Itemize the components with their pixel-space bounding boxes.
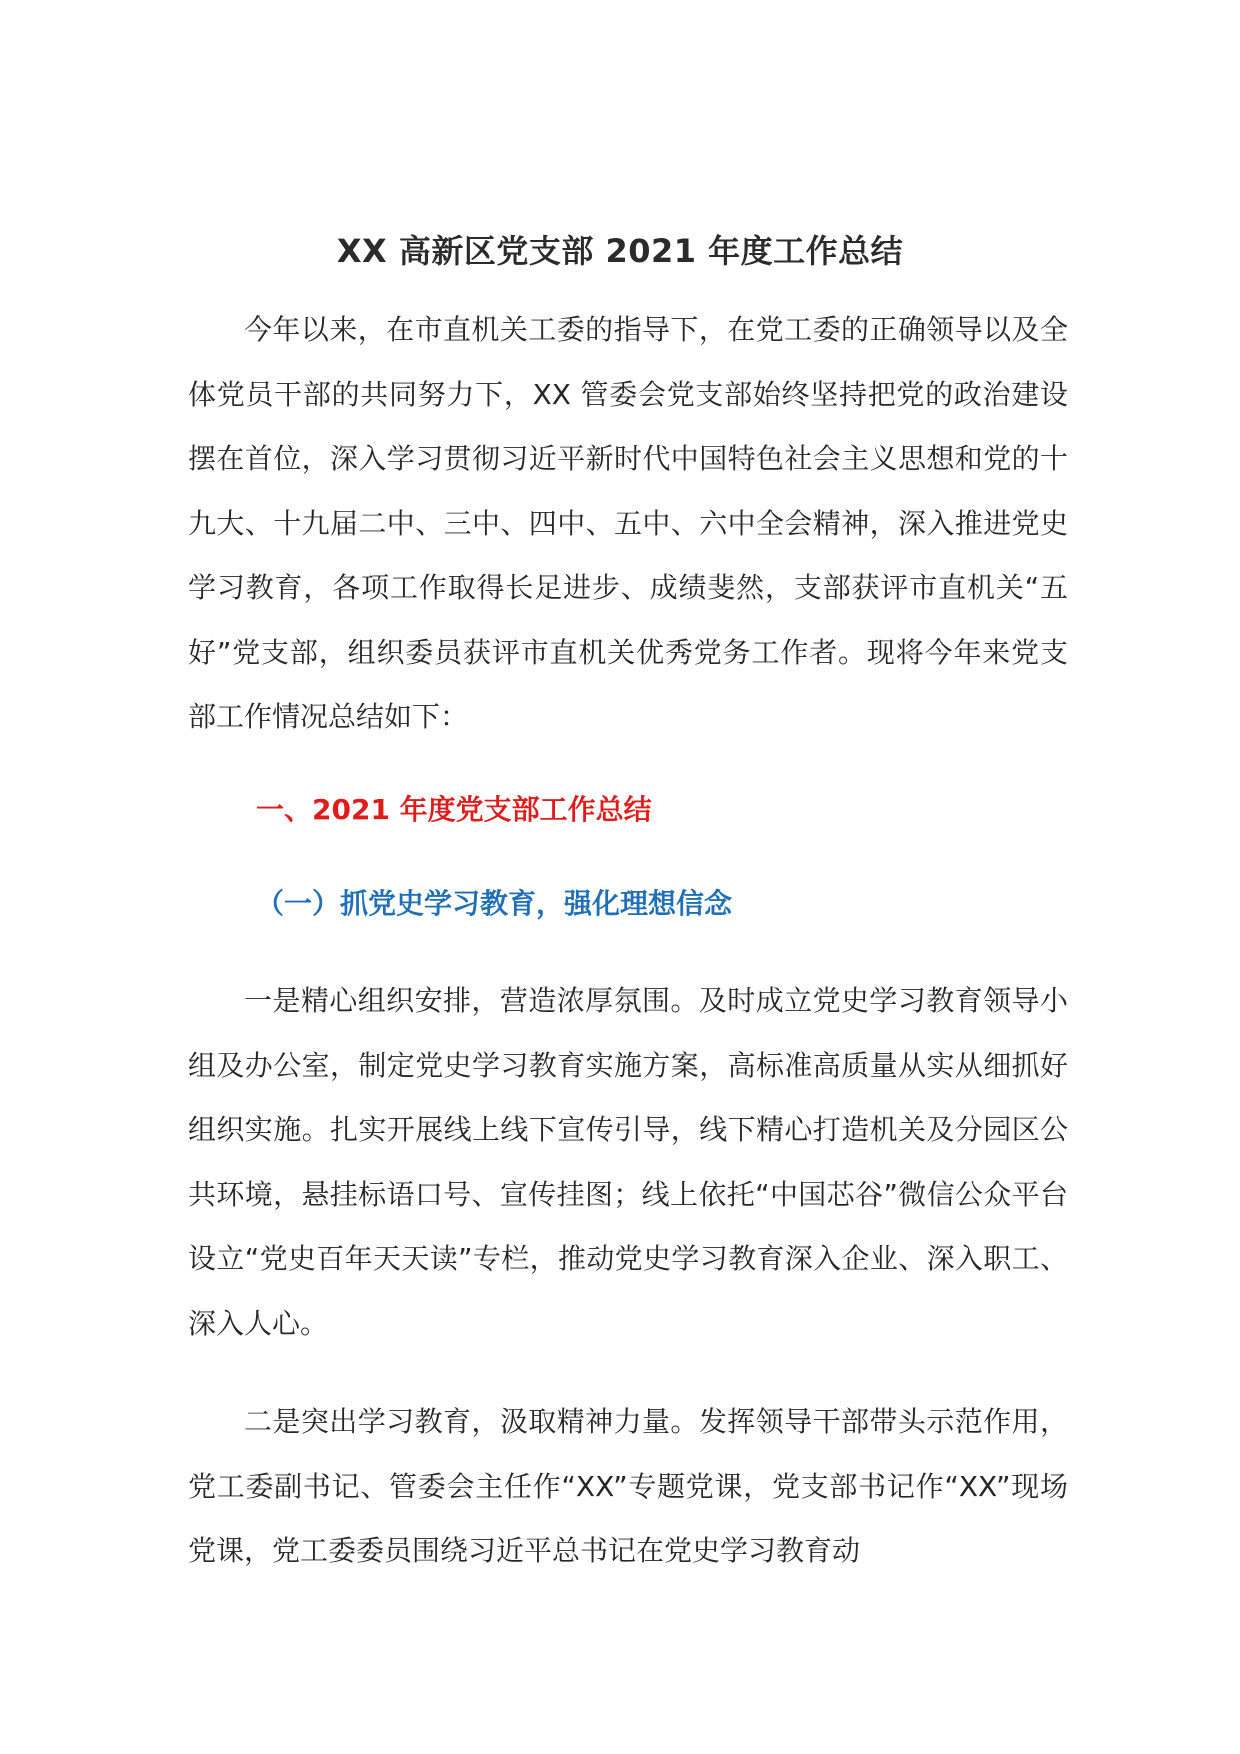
intro-paragraph: 今年以来，在市直机关工委的指导下，在党工委的正确领导以及全体党员干部的共同努力下，XX 管委会党支部始终坚持把党的政治建设摆在首位，深入学习贯彻习近平新时代中国特色社会主义思想和党的十九大、十九届二中、三中、四中、五中、六中全会精神，深入推进党史学习教育，各项工作取得长足进步、成绩斐然，支部获评市直机关“五好”党支部，组织委员获评市直机关优秀党务工作者。现将今年来党支部工作情况总结如下： xyxy=(188,313,1068,733)
section-heading: 一、2021 年度党支部工作总结 xyxy=(256,793,652,826)
body-paragraph-2: 二是突出学习教育，汲取精神力量。发挥领导干部带头示范作用，党工委副书记、管委会主任作“XX”专题党课，党支部书记作“XX”现场党课，党工委委员围绕习近平总书记在党史学习教育动 xyxy=(188,1405,1068,1567)
document-title: XX 高新区党支部 2021 年度工作总结 xyxy=(336,232,904,271)
body-paragraph-1: 一是精心组织安排，营造浓厚氛围。及时成立党史学习教育领导小组及办公室，制定党史学习教育实施方案，高标准高质量从实从细抓好组织实施。扎实开展线上线下宣传引导，线下精心打造机关及分园区公共环境，悬挂标语口号、宣传挂图；线上依托“中国芯谷”微信公众平台设立“党史百年天天读”专栏，推动党史学习教育深入企业、深入职工、深入人心。 xyxy=(188,984,1068,1340)
subsection-heading: （一）抓党史学习教育，强化理想信念 xyxy=(256,887,733,920)
